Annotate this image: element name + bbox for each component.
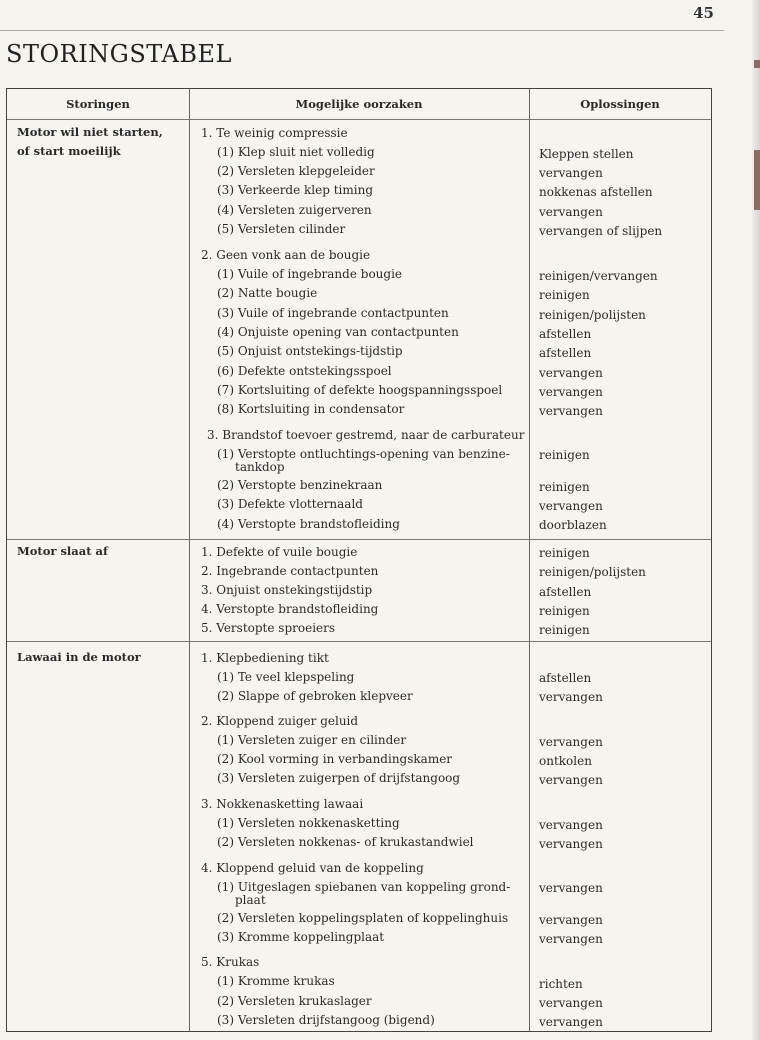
solution-item: vervangen: [539, 818, 603, 832]
fault-label: Motor wil niet starten,: [17, 125, 163, 139]
cause-item: (5) Versleten cilinder: [217, 222, 346, 236]
fault-label: Lawaai in de motor: [17, 650, 141, 664]
cause-item: (2) Versleten klepgeleider: [217, 164, 375, 178]
solution-item: vervangen: [539, 996, 603, 1010]
cause-item: (2) Versleten koppelingsplaten of koppelinghuis: [217, 911, 509, 925]
cause-item: (2) Verstopte benzinekraan: [217, 478, 383, 492]
cause-item: (6) Defekte ontstekingsspoel: [217, 364, 392, 378]
column-divider: [189, 89, 190, 1031]
cause-item: (2) Versleten nokkenas- of krukastandwiel: [217, 835, 474, 849]
solution-item: richten: [539, 977, 583, 991]
cause-heading: 1. Te weinig compressie: [201, 126, 348, 140]
column-divider: [529, 89, 530, 1031]
solution-item: reinigen/polijsten: [539, 308, 646, 322]
edge-mark: [754, 60, 760, 68]
solution-item: vervangen: [539, 837, 603, 851]
fault-label: of start moeilijk: [17, 144, 121, 158]
cause-item: (4) Onjuiste opening van contactpunten: [217, 325, 459, 339]
troubleshooting-table: [6, 88, 712, 1032]
cause-item: (3) Kromme koppelingplaat: [217, 930, 385, 944]
page-title: STORINGSTABEL: [6, 40, 232, 68]
solution-item: afstellen: [539, 346, 592, 360]
cause-item: (4) Versleten zuigerveren: [217, 203, 372, 217]
cause-item: (1) Vuile of ingebrande bougie: [217, 267, 403, 281]
cause-item: (3) Defekte vlotternaald: [217, 497, 363, 511]
page-number: 45: [693, 4, 714, 22]
solution-item: reinigen/vervangen: [539, 269, 658, 283]
cause-item: (1) Klep sluit niet volledig: [217, 145, 375, 159]
solution-item: vervangen: [539, 932, 603, 946]
cause-item: (3) Versleten zuigerpen of drijfstangoog: [217, 771, 461, 785]
cause-item: (7) Kortsluiting of defekte hoogspanningsspoel: [217, 383, 503, 397]
solution-item: reinigen: [539, 546, 590, 560]
cause-heading: 1. Defekte of vuile bougie: [201, 545, 358, 559]
cause-heading: 5. Verstopte sproeiers: [201, 621, 336, 635]
cause-item: (1) Kromme krukas: [217, 974, 335, 988]
solution-item: vervangen: [539, 690, 603, 704]
section-divider: [7, 641, 711, 642]
cause-heading: 2. Kloppend zuiger geluid: [201, 714, 359, 728]
cause-item: (8) Kortsluiting in condensator: [217, 402, 405, 416]
cause-item: (1) Verstopte ontluchtings-opening van benzine-: [217, 447, 510, 461]
cause-item: (4) Verstopte brandstofleiding: [217, 517, 400, 531]
solution-item: vervangen: [539, 404, 603, 418]
solution-item: reinigen: [539, 623, 590, 637]
cause-item: (1) Versleten zuiger en cilinder: [217, 733, 407, 747]
header-oorzaken: Mogelijke oorzaken: [295, 97, 423, 111]
header-storingen: Storingen: [66, 97, 130, 111]
fault-label: Motor slaat af: [17, 544, 108, 558]
solution-item: nokkenas afstellen: [539, 185, 653, 199]
cause-heading: 3. Brandstof toevoer gestremd, naar de carburateur: [207, 428, 525, 442]
cause-heading: 4. Verstopte brandstofleiding: [201, 602, 379, 616]
solution-item: vervangen: [539, 205, 603, 219]
solution-item: vervangen: [539, 881, 603, 895]
cause-heading: 4. Kloppend geluid van de koppeling: [201, 861, 424, 875]
cause-heading: 2. Ingebrande contactpunten: [201, 564, 379, 578]
solution-item: vervangen: [539, 166, 603, 180]
solution-item: vervangen: [539, 735, 603, 749]
solution-item: vervangen: [539, 773, 603, 787]
cause-item-continued: plaat: [235, 893, 266, 907]
solution-item: reinigen: [539, 604, 590, 618]
solution-item: Kleppen stellen: [539, 147, 634, 161]
solution-item: vervangen: [539, 366, 603, 380]
cause-item: (1) Versleten nokkenasketting: [217, 816, 400, 830]
header-divider: [7, 119, 711, 120]
top-rule: [0, 30, 724, 31]
cause-item: (2) Versleten krukaslager: [217, 994, 372, 1008]
solution-item: ontkolen: [539, 754, 592, 768]
cause-item: (3) Versleten drijfstangoog (bigend): [217, 1013, 435, 1027]
solution-item: afstellen: [539, 671, 592, 685]
solution-item: vervangen: [539, 913, 603, 927]
header-oplossingen: Oplossingen: [580, 97, 660, 111]
cause-heading: 5. Krukas: [201, 955, 260, 969]
section-divider: [7, 539, 711, 540]
cause-item: (2) Natte bougie: [217, 286, 318, 300]
solution-item: vervangen of slijpen: [539, 224, 663, 238]
cause-heading: 2. Geen vonk aan de bougie: [201, 248, 371, 262]
solution-item: reinigen: [539, 448, 590, 462]
cause-item: (5) Onjuist ontstekings-tijdstip: [217, 344, 403, 358]
cause-heading: 1. Klepbediening tikt: [201, 651, 329, 665]
edge-mark: [754, 150, 760, 210]
cause-item-continued: tankdop: [235, 460, 285, 474]
cause-item: (2) Slappe of gebroken klepveer: [217, 689, 413, 703]
cause-item: (3) Vuile of ingebrande contactpunten: [217, 306, 449, 320]
solution-item: vervangen: [539, 385, 603, 399]
solution-item: reinigen/polijsten: [539, 565, 646, 579]
solution-item: doorblazen: [539, 518, 607, 532]
solution-item: reinigen: [539, 288, 590, 302]
solution-item: vervangen: [539, 499, 603, 513]
cause-heading: 3. Onjuist onstekingstijdstip: [201, 583, 373, 597]
cause-item: (2) Kool vorming in verbandingskamer: [217, 752, 453, 766]
solution-item: reinigen: [539, 480, 590, 494]
solution-item: vervangen: [539, 1015, 603, 1029]
solution-item: afstellen: [539, 327, 592, 341]
cause-item: (1) Uitgeslagen spiebanen van koppeling grond-: [217, 880, 511, 894]
cause-heading: 3. Nokkenasketting lawaai: [201, 797, 364, 811]
cause-item: (3) Verkeerde klep timing: [217, 183, 374, 197]
cause-item: (1) Te veel klepspeling: [217, 670, 355, 684]
solution-item: afstellen: [539, 585, 592, 599]
